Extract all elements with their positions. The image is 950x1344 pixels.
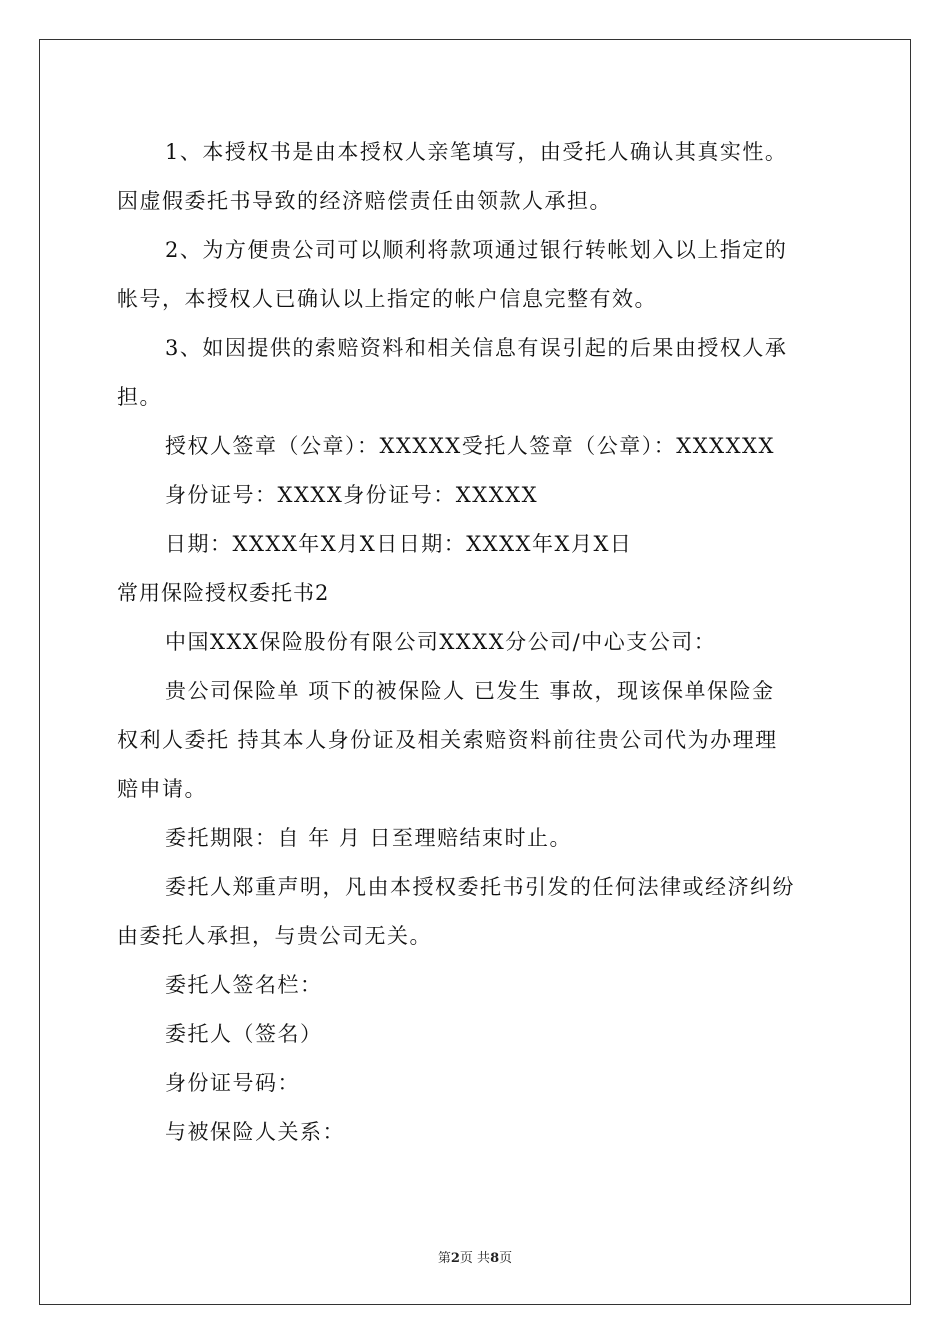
signature-field-label: 委托人签名栏：: [165, 973, 323, 997]
id-number-line: 身份证号：XXXX身份证号：XXXXX: [165, 483, 539, 507]
text-line: 权利人委托 持其本人身份证及相关索赔资料前往贵公司代为办理理: [117, 728, 778, 752]
principal-sign-label: 委托人（签名）: [165, 1022, 323, 1046]
relationship-label: 与被保险人关系：: [165, 1120, 345, 1144]
text-line: 赔申请。: [117, 777, 207, 801]
text-line: 2、为方便贵公司可以顺利将款项通过银行转帐划入以上指定的: [165, 238, 788, 262]
paragraph-declaration: [117, 863, 837, 961]
text-line: 3、如因提供的索赔资料和相关信息有误引起的后果由授权人承: [165, 336, 788, 360]
text-line: 帐号，本授权人已确认以上指定的帐户信息完整有效。: [117, 287, 657, 311]
text-line: 因虚假委托书导致的经济赔偿责任由领款人承担。: [117, 189, 612, 213]
addressee-line: 中国XXX保险股份有限公司XXXX分公司/中心支公司：: [165, 630, 717, 654]
document-body: [117, 128, 837, 1157]
paragraph-2: [117, 226, 837, 324]
paragraph-authorization: [117, 667, 837, 814]
term-line: 委托期限：自 年 月 日至理赔结束时止。: [165, 826, 573, 850]
signature-line: 授权人签章（公章）：XXXXX受托人签章（公章）：XXXXXX: [165, 434, 775, 458]
paragraph-1: [117, 128, 837, 226]
total-page-number: 8: [490, 1251, 500, 1266]
footer-mid: 页 共: [459, 1251, 491, 1266]
text-line: 由委托人承担，与贵公司无关。: [117, 924, 432, 948]
text-line: 委托人郑重声明，凡由本授权委托书引发的任何法律或经济纠纷: [165, 875, 795, 899]
text-line: 担。: [117, 385, 162, 409]
page-footer: [0, 1247, 950, 1266]
footer-suffix: 页: [499, 1251, 513, 1266]
date-line: 日期：XXXX年X月X日日期：XXXX年X月X日: [165, 532, 633, 556]
id-number-label: 身份证号码：: [165, 1071, 300, 1095]
paragraph-3: [117, 324, 837, 422]
text-line: 1、本授权书是由本授权人亲笔填写，由受托人确认其真实性。: [165, 140, 788, 164]
current-page-number: 2: [450, 1251, 460, 1266]
footer-prefix: 第: [437, 1251, 451, 1266]
section-heading: 常用保险授权委托书2: [117, 581, 330, 605]
text-line: 贵公司保险单 项下的被保险人 已发生 事故，现该保单保险金: [165, 679, 775, 703]
